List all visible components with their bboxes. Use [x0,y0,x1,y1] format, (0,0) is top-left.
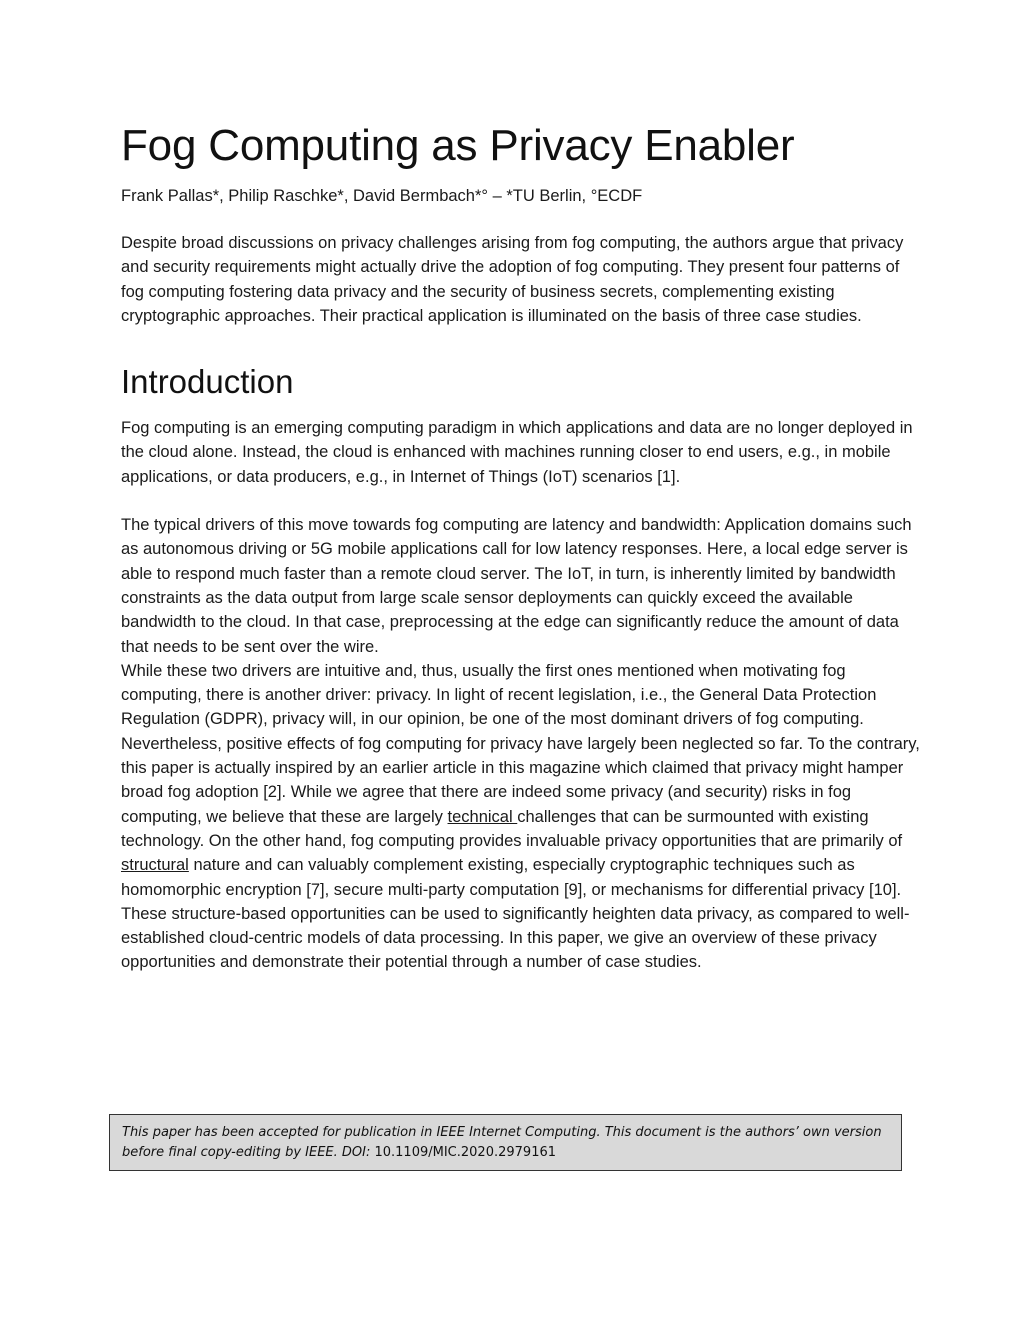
section-heading-introduction: Introduction [121,363,294,401]
publication-notice-text: This paper has been accepted for publication in IEEE Internet Computing. This document is the authors’ own version before final copy-editing by IEEE. DOI: [122,1125,882,1160]
intro-paragraph-2: The typical drivers of this move towards fog computing are latency and bandwidth: Application domains such as autonomous driving or 5G mobile applications call for low latency responses. Here, a local edge server is able to respond much faster than a remote cloud server. The IoT, in turn, is inherently limited by bandwidth constraints as the data output from large scale sensor deployments can quickly exceed the available bandwidth to the cloud. In that case, preprocessing at the edge can significantly reduce the amount of data that needs to be sent over the wire. [121,516,912,656]
underlined-term-structural: structural [121,856,189,875]
paper-title: Fog Computing as Privacy Enabler [121,121,795,170]
paper-page [121,118,921,975]
intro-paragraph-1: Fog computing is an emerging computing paradigm in which applications and data are no longer deployed in the cloud alone. Instead, the cloud is enhanced with machines running closer to end users, e.g., in mobile applications, or data producers, e.g., in Internet of Things (IoT) scenarios [1]. [121,419,913,486]
doi-value: 10.1109/MIC.2020.2979161 [370,1145,557,1160]
underlined-term-technical: technical [447,807,518,826]
intro-paragraph-3 [121,659,921,975]
author-line: Frank Pallas*, Philip Raschke*, David Bermbach*° – *TU Berlin, °ECDF [121,187,643,205]
abstract: Despite broad discussions on privacy challenges arising from fog computing, the authors argue that privacy and security requirements might actually drive the adoption of fog computing. They present four patterns of fog computing fostering data privacy and the security of business secrets, complementing existing cryptographic approaches. Their practical application is illuminated on the basis of three case studies. [121,234,904,325]
intro-paragraph-3-part-a: While these two drivers are intuitive and, thus, usually the first ones mentioned when motivating fog computing, there is another driver: privacy. In light of recent legislation, i.e., the General Data Protection Regulation (GDPR), privacy will, in our opinion, be one of the most dominant drivers of fog computing. Nevertheless, positive effects of fog computing for privacy have largely been neglected so far. To the contrary, this paper is actually inspired by an earlier article in this magazine which claimed that privacy might hamper broad fog adoption [2]. While we agree that there are indeed some privacy (and security) risks in fog computing, we believe that these are largely [121,661,920,826]
intro-paragraph-3-part-c: nature and can valuably complement existing, especially cryptographic techniques such as homomorphic encryption [7], secure multi-party computation [9], or mechanisms for differential privacy [10]. These structure-based opportunities can be used to significantly heighten data privacy, as compared to well-established cloud-centric models of data processing. In this paper, we give an overview of these privacy opportunities and demonstrate their potential through a number of case studies. [121,856,910,972]
publication-notice-box [109,1114,902,1171]
intro-paragraph-3-part-b: challenges that can be surmounted with existing technology. On the other hand, fog computing provides invaluable privacy opportunities that are primarily of [121,807,903,850]
